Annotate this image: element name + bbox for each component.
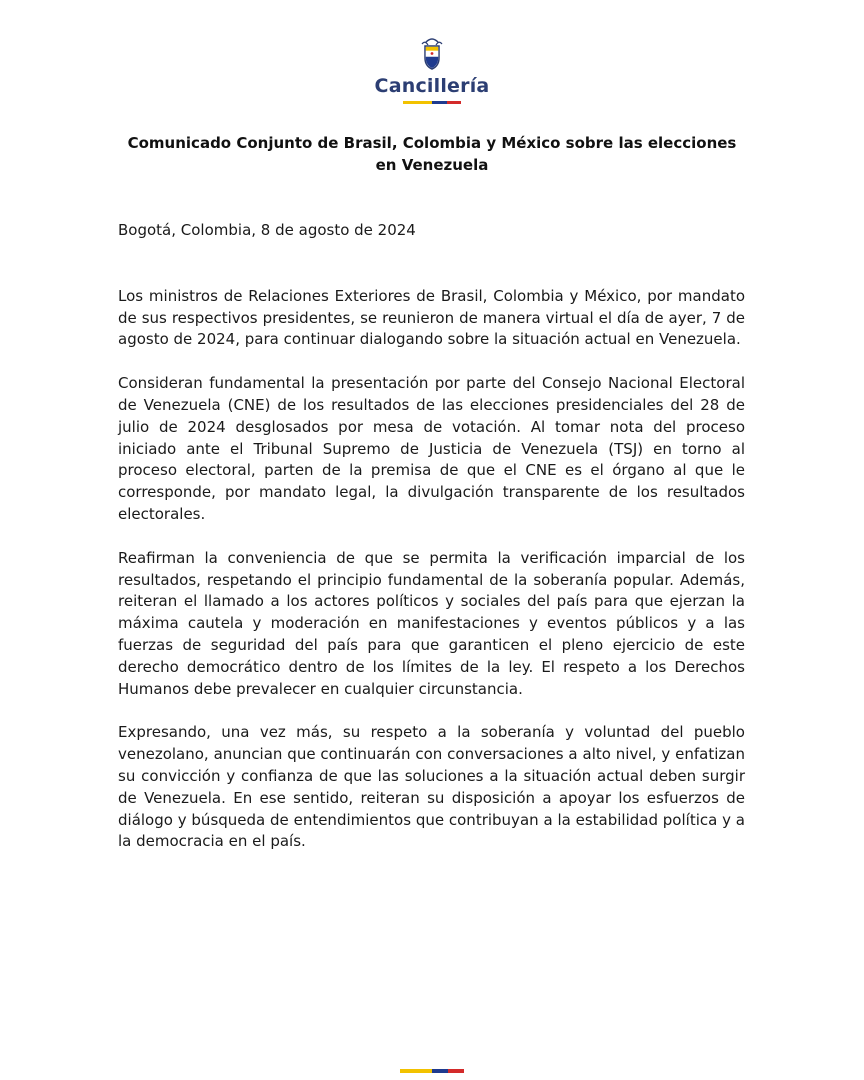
document-title: Comunicado Conjunto de Brasil, Colombia y México sobre las elecciones en Venezuela bbox=[127, 134, 737, 174]
document-body bbox=[118, 220, 745, 875]
colombia-coat-of-arms-icon bbox=[416, 36, 448, 72]
footer-flag-stripe bbox=[400, 1069, 464, 1073]
brand-name: Cancillería bbox=[374, 75, 490, 97]
paragraph-2: Consideran fundamental la presentación por parte del Consejo Nacional Electoral de Venezuela (CNE) de los resultados de las elecciones presidenciales del 28 de julio de 2024 desglosados por mesa de votación. Al tomar nota del proceso iniciado ante el Tribunal Supremo de Justicia de Venezuela (TSJ) en torno al proceso electoral, parten de la premisa de que el CNE es el órgano al que le corresponde, por mandato legal, la divulgación transparente de los resultados electorales. bbox=[118, 374, 745, 523]
paragraph-3: Reafirman la conveniencia de que se permita la verificación imparcial de los resultados, respetando el principio fundamental de la soberanía popular. Además, reiteran el llamado a los actores políticos y sociales del país para que ejerzan la máxima cautela y moderación en manifestaciones y eventos públicos y a las fuerzas de seguridad del país para que garanticen el pleno ejercicio de este derecho democrático dentro de los límites de la ley. El respeto a los Derechos Humanos debe prevalecer en cualquier circunstancia. bbox=[118, 548, 745, 698]
letterhead bbox=[0, 36, 864, 104]
date-line: Bogotá, Colombia, 8 de agosto de 2024 bbox=[118, 221, 416, 239]
flag-stripe bbox=[403, 101, 461, 104]
paragraph-4: Expresando, una vez más, su respeto a la soberanía y voluntad del pueblo venezolano, anuncian que continuarán con conversaciones a alto nivel, y enfatizan su convicción y confianza de que las soluciones a la situación actual deben surgir de Venezuela. En ese sentido, reiteran su disposición a apoyar los esfuerzos de diálogo y búsqueda de entendimientos que contribuyan a la estabilidad política y a la democracia en el país. bbox=[118, 723, 745, 851]
paragraph-1: Los ministros de Relaciones Exteriores de Brasil, Colombia y México, por mandato de sus respectivos presidentes, se reunieron de manera virtual el día de ayer, 7 de agosto de 2024, para continuar dialogando sobre la situación actual en Venezuela. bbox=[118, 286, 745, 349]
